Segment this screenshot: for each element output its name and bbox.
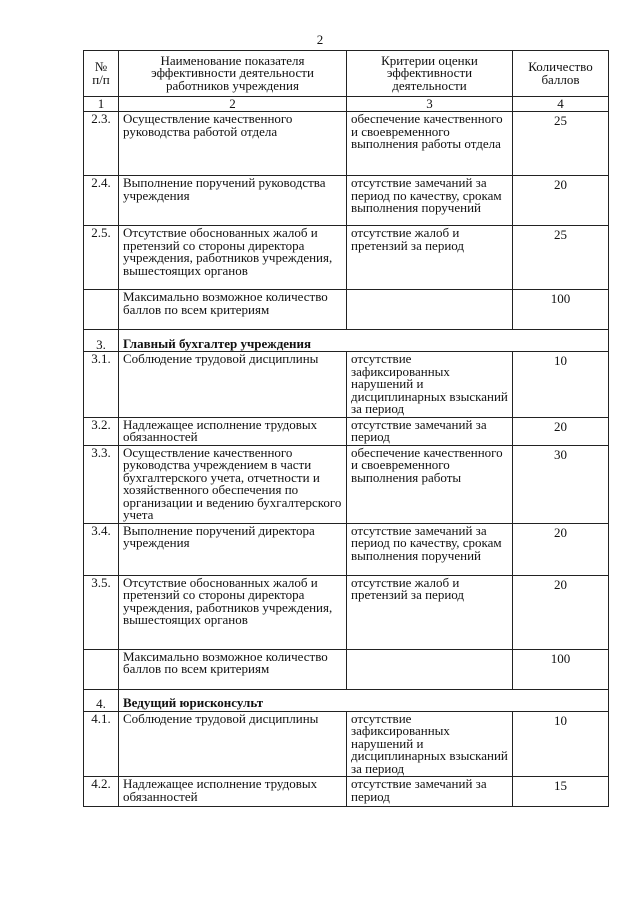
- header-points: Количество баллов: [513, 51, 609, 97]
- points-value: 15: [513, 777, 609, 807]
- row-number: 3.4.: [84, 523, 119, 575]
- criteria-text: отсутствие жалоб и претензий за период: [347, 575, 513, 649]
- table-row: [84, 226, 609, 290]
- indicator-name: Надлежащее исполнение трудовых обязанностей: [119, 777, 347, 807]
- criteria-text: отсутствие замечаний за период по качеству, срокам выполнения поручений: [347, 523, 513, 575]
- table-row: [84, 575, 609, 649]
- row-number: 3.5.: [84, 575, 119, 649]
- table-row: [84, 112, 609, 176]
- header-row: [84, 51, 609, 97]
- table-row: [84, 777, 609, 807]
- column-number: 2: [119, 97, 347, 112]
- row-number: 3.: [84, 330, 119, 352]
- points-value: 20: [513, 417, 609, 445]
- criteria-text: [347, 290, 513, 330]
- indicator-name: Соблюдение трудовой дисциплины: [119, 352, 347, 418]
- criteria-text: отсутствие жалоб и претензий за период: [347, 226, 513, 290]
- criteria-text: отсутствие зафиксированных нарушений и дисциплинарных взысканий за период: [347, 352, 513, 418]
- points-value: 20: [513, 523, 609, 575]
- column-number: 4: [513, 97, 609, 112]
- criteria-text: отсутствие замечаний за период: [347, 777, 513, 807]
- points-value: 10: [513, 711, 609, 777]
- evaluation-table: [83, 50, 609, 807]
- indicator-name: Осуществление качественного руководства работой отдела: [119, 112, 347, 176]
- criteria-text: обеспечение качественного и своевременного выполнения работы: [347, 445, 513, 523]
- row-number: [84, 290, 119, 330]
- row-number: 2.3.: [84, 112, 119, 176]
- points-value: 30: [513, 445, 609, 523]
- criteria-text: отсутствие зафиксированных нарушений и дисциплинарных взысканий за период: [347, 711, 513, 777]
- points-value: 25: [513, 226, 609, 290]
- table-row: [84, 711, 609, 777]
- column-numbers-row: [84, 97, 609, 112]
- section-row: [84, 330, 609, 352]
- indicator-name: Максимально возможное количество баллов по всем критериям: [119, 290, 347, 330]
- row-number: 3.2.: [84, 417, 119, 445]
- row-number: 2.4.: [84, 176, 119, 226]
- criteria-text: отсутствие замечаний за период по качеству, срокам выполнения поручений: [347, 176, 513, 226]
- table-row: [84, 445, 609, 523]
- section-title: Главный бухгалтер учреждения: [119, 330, 609, 352]
- indicator-name: Отсутствие обоснованных жалоб и претензий со стороны директора учреждения, работников учреждения, вышестоящих органов: [119, 575, 347, 649]
- indicator-name: Выполнение поручений руководства учреждения: [119, 176, 347, 226]
- table-row: [84, 176, 609, 226]
- criteria-text: обеспечение качественного и своевременного выполнения работы отдела: [347, 112, 513, 176]
- criteria-text: отсутствие замечаний за период: [347, 417, 513, 445]
- indicator-name: Осуществление качественного руководства учреждением в части бухгалтерского учета, отчетности и хозяйственного обеспечения по организации и ведению бухгалтерского учета: [119, 445, 347, 523]
- points-value: 25: [513, 112, 609, 176]
- points-value: 100: [513, 649, 609, 689]
- section-title: Ведущий юрисконсульт: [119, 689, 609, 711]
- indicator-name: Отсутствие обоснованных жалоб и претензий со стороны директора учреждения, работников учреждения, вышестоящих органов: [119, 226, 347, 290]
- table-body: [84, 112, 609, 807]
- indicator-name: Соблюдение трудовой дисциплины: [119, 711, 347, 777]
- header-no: № п/п: [84, 51, 119, 97]
- points-value: 10: [513, 352, 609, 418]
- header-name: Наименование показателя эффективности деятельности работников учреждения: [119, 51, 347, 97]
- row-number: 3.1.: [84, 352, 119, 418]
- points-value: 20: [513, 176, 609, 226]
- row-number: 2.5.: [84, 226, 119, 290]
- total-row: [84, 290, 609, 330]
- page-number: 2: [316, 32, 324, 47]
- section-row: [84, 689, 609, 711]
- table-row: [84, 417, 609, 445]
- row-number: 4.2.: [84, 777, 119, 807]
- indicator-name: Надлежащее исполнение трудовых обязанностей: [119, 417, 347, 445]
- points-value: 100: [513, 290, 609, 330]
- points-value: 20: [513, 575, 609, 649]
- row-number: 4.: [84, 689, 119, 711]
- indicator-name: Выполнение поручений директора учреждения: [119, 523, 347, 575]
- row-number: 4.1.: [84, 711, 119, 777]
- header-criteria: Критерии оценки эффективности деятельности: [347, 51, 513, 97]
- criteria-text: [347, 649, 513, 689]
- row-number: [84, 649, 119, 689]
- indicator-name: Максимально возможное количество баллов по всем критериям: [119, 649, 347, 689]
- table-row: [84, 523, 609, 575]
- column-number: 3: [347, 97, 513, 112]
- row-number: 3.3.: [84, 445, 119, 523]
- table-row: [84, 352, 609, 418]
- total-row: [84, 649, 609, 689]
- column-number: 1: [84, 97, 119, 112]
